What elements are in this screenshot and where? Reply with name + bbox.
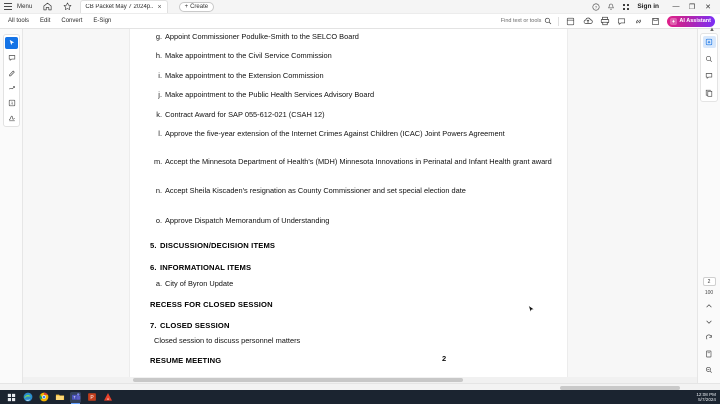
ai-assistant-label: AI Assistant [679,18,711,24]
list-item [154,216,554,226]
list-text: Make appointment to the Extension Commission [165,71,324,80]
list-text: Contract Award for SAP 055-612-021 (CSAH 12) [165,110,325,119]
resume-heading: RESUME MEETING [150,356,222,365]
list-marker: n. [155,186,162,195]
list-marker: l. [158,129,162,138]
find-input[interactable] [501,12,553,30]
page-down-icon[interactable] [703,316,716,328]
section-title: INFORMATIONAL ITEMS [160,263,252,272]
maximize-button[interactable]: ❐ [688,3,696,11]
windows-start-icon[interactable] [6,392,17,403]
page-footer-number: 2 [442,354,447,363]
comment-bubble-icon[interactable] [616,16,627,27]
list-item [154,110,554,120]
page-navigation-controls [700,277,718,392]
section-number: 7. [150,321,157,330]
pdf-page-content [130,29,567,369]
horizontal-scroll-thumb[interactable] [133,378,463,382]
organize-pages-icon[interactable] [703,87,716,99]
bottom-scroll-thumb[interactable] [560,386,680,390]
ai-sparkle-icon [670,18,677,25]
list-marker: k. [156,110,162,119]
bell-icon[interactable] [607,3,615,11]
list-text: City of Byron Update [165,279,234,288]
svg-text:A: A [10,100,13,106]
taskbar-clock[interactable] [696,392,720,403]
microsoft-edge-icon[interactable] [22,392,33,403]
list-text: Approve the five-year extension of the Internet Crimes Against Children (ICAC) Joint Powers Agreement [165,129,505,138]
select-tool-icon[interactable] [5,37,18,49]
link-icon[interactable] [633,16,644,27]
section-title: CLOSED SESSION [160,321,230,330]
main-toolbar [0,14,720,29]
adobe-acrobat-icon[interactable] [102,392,113,403]
section-heading [150,241,275,250]
zoom-out-icon[interactable] [703,364,716,376]
right-panel-card [700,33,718,102]
list-item [154,90,554,100]
page-number-value: 2 [707,278,711,285]
section-number: 6. [150,263,157,272]
document-viewport[interactable] [23,29,697,383]
page-thumbnails-icon[interactable] [565,16,576,27]
clock-time: 12:08 PM [696,391,716,397]
print-icon[interactable] [599,16,610,27]
help-circle-icon[interactable] [592,3,600,11]
find-placeholder: Find text or tools [500,18,542,24]
list-text: Accept Sheila Kiscaden's resignation as County Commissioner and set special election date [165,186,466,195]
create-button[interactable] [179,2,215,12]
add-comment-icon[interactable] [5,52,18,64]
tab-edit[interactable]: Edit [40,18,51,24]
toolbar-menu-group [0,18,111,24]
svg-text:?: ? [595,4,598,9]
tab-e-sign[interactable]: E-Sign [93,18,112,24]
list-item [154,186,554,196]
document-tab-title: CB Packet May 7 2024p.. [85,4,154,10]
fit-page-icon[interactable] [703,348,716,360]
minimize-button[interactable]: — [672,3,680,10]
tab-all-tools[interactable]: All tools [8,18,30,24]
svg-text:A: A [106,396,109,401]
hamburger-menu-icon[interactable] [4,3,12,10]
list-text: Approve Dispatch Memorandum of Understanding [165,216,330,225]
page-up-icon[interactable] [703,300,716,312]
list-marker: m. [154,157,163,166]
list-text: Make appointment to the Civil Service Commission [165,51,332,60]
save-icon[interactable] [650,16,661,27]
app-grid-icon[interactable] [622,3,630,11]
windows-taskbar [0,390,720,404]
comment-panel-icon[interactable] [703,70,716,82]
list-marker: o. [155,216,162,225]
add-text-icon[interactable] [5,97,18,109]
rotate-page-icon[interactable] [703,332,716,344]
highlight-text-icon[interactable] [5,67,18,79]
section-number: 5. [150,241,157,250]
list-item [154,51,554,61]
ai-assistant-panel-icon[interactable] [703,36,716,48]
menu-label[interactable]: Menu [17,3,33,10]
app-bottom-scrollbar[interactable] [0,383,720,390]
tab-convert[interactable]: Convert [61,18,83,24]
chevron-collapse-icon[interactable]: ▲ [709,27,715,33]
toolbar-actions-group [501,12,720,30]
list-text: Accept the Minnesota Department of Health's (MDH) Minnesota Innovations in Perinatal and Infant Health grant award [165,157,552,166]
svg-text:P: P [89,395,94,402]
close-window-button[interactable]: ✕ [705,3,711,11]
section-heading [150,263,251,272]
powerpoint-icon[interactable] [86,392,97,403]
ai-assistant-button[interactable] [667,16,715,27]
file-explorer-icon[interactable] [54,392,65,403]
search-icon[interactable] [544,12,552,30]
list-item [154,157,554,167]
list-text: Appoint Commissioner Podulke-Smith to the SELCO Board [165,32,359,41]
list-marker: g. [155,32,162,41]
section-heading [150,321,230,330]
search-document-icon[interactable] [703,53,716,65]
star-icon[interactable] [63,2,72,11]
taskbar-apps [0,392,113,403]
pdf-page [130,29,567,383]
list-item [154,279,554,289]
list-item [154,32,554,42]
cloud-upload-icon[interactable] [582,16,593,27]
left-tool-rail [0,29,23,383]
svg-text:T: T [72,395,76,400]
section-title: DISCUSSION/DECISION ITEMS [160,241,276,250]
toolbar-divider [558,17,559,26]
draw-freehand-icon[interactable] [5,82,18,94]
clock-date: 5/7/2024 [698,397,716,402]
document-tab[interactable] [80,0,167,13]
right-panel-rail [697,29,720,383]
list-marker: i. [158,71,162,80]
page-number-input[interactable] [703,277,716,286]
recess-heading: RECESS FOR CLOSED SESSION [150,300,273,309]
list-text: Make appointment to the Public Health Services Advisory Board [165,90,375,99]
closed-session-text: Closed session to discuss personnel matters [154,336,301,345]
list-marker: h. [155,51,162,60]
list-item [154,71,554,81]
left-tool-card [3,34,20,127]
close-icon[interactable]: × [157,3,162,11]
closed-session-body [154,336,554,346]
add-signature-icon[interactable] [5,112,18,124]
list-item [154,129,554,139]
plus-icon: + [184,3,189,10]
mouse-cursor [528,302,535,320]
home-icon[interactable] [43,2,52,11]
title-bar-left [0,0,214,13]
list-marker: a. [155,279,162,288]
google-chrome-icon[interactable] [38,392,49,403]
list-marker: j. [158,90,162,99]
create-button-label: Create [190,3,209,10]
microsoft-teams-icon[interactable] [70,392,81,403]
zoom-level-value[interactable]: 100 [704,290,714,296]
sign-in-button[interactable]: Sign in [637,3,659,10]
